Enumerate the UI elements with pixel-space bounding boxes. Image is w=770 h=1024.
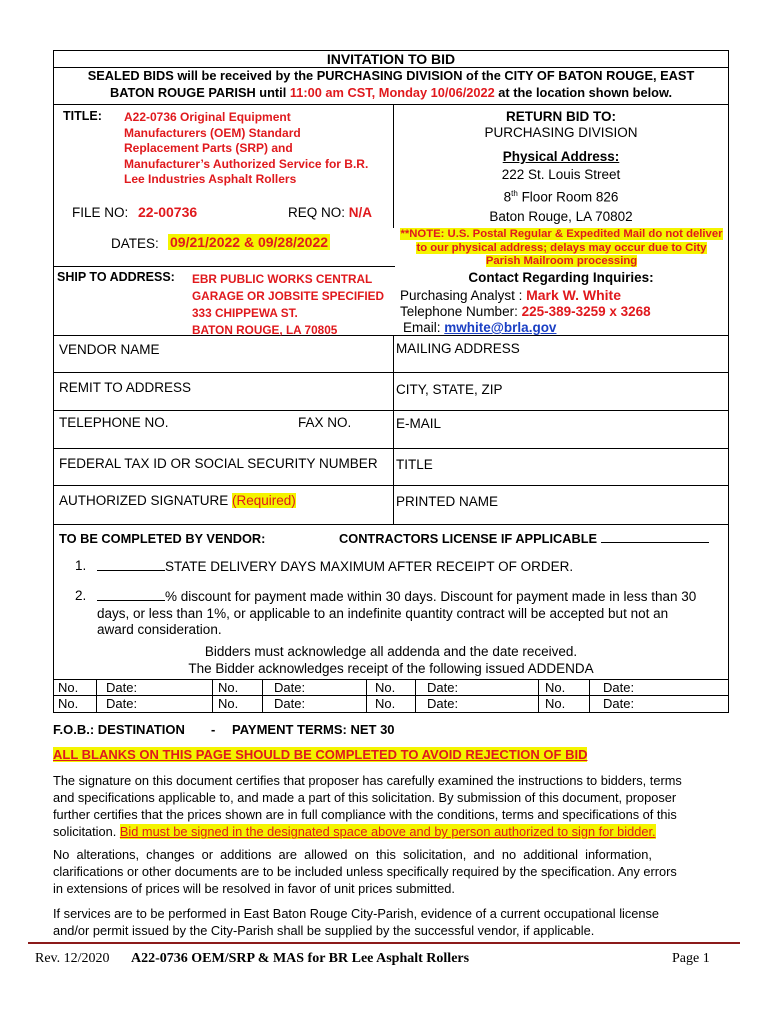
footer-doc-title: A22-0736 OEM/SRP & MAS for BR Lee Asphalt Rollers (131, 951, 470, 966)
footer-rev: Rev. 12/2020 (35, 951, 110, 966)
addenda-no-2a[interactable]: No. (218, 680, 239, 695)
remit-to-field[interactable]: REMIT TO ADDRESS (59, 380, 192, 395)
contact-email: Email: mwhite@brla.gov (403, 320, 557, 335)
mail-note: **NOTE: U.S. Postal Regular & Expedited Mail do not deliver to our physical address; delays may occur due to City Parish Mailroom processing (400, 228, 723, 268)
fields-rule-5 (53, 485, 729, 486)
discount-blank[interactable] (97, 588, 165, 601)
street-address: 222 St. Louis Street (501, 167, 621, 182)
city-state: Baton Rouge, LA 70802 (489, 208, 633, 224)
addenda-date-2a[interactable]: Date: (274, 680, 306, 695)
return-bid-heading: RETURN BID TO: (506, 109, 616, 124)
bid-dates: 09/21/2022 & 09/28/2022 (170, 234, 329, 250)
fields-rule-4 (53, 448, 729, 449)
signature-field[interactable]: AUTHORIZED SIGNATURE (Required) (59, 493, 296, 508)
header-rule (53, 104, 729, 105)
req-no: REQ NO: N/A (288, 205, 373, 220)
signature-requirement: Bid must be signed in the designated space above and by person authorized to sign for bidder. (119, 824, 656, 839)
addenda-no-1a[interactable]: No. (58, 680, 79, 695)
certification-paragraph: The signature on this document certifies that proposer has carefully examined the instructions to bidders, terms and specifications applicable to, and made a part of this solicitation. By submission of this document, proposer further certifies that the prices shown are in full compliance with the conditions, terms and specifications of this solicitation. Bid must be signed in the designated space above and by person authorized to sign for bidder. (53, 773, 682, 839)
addenda-no-4b[interactable]: No. (545, 696, 566, 711)
terms-dash: - (211, 722, 216, 737)
tax-id-field[interactable]: FEDERAL TAX ID OR SOCIAL SECURITY NUMBER (59, 456, 378, 471)
rejection-warning: ALL BLANKS ON THIS PAGE SHOULD BE COMPLETED TO AVOID REJECTION OF BID (53, 747, 588, 762)
frame-left (53, 50, 54, 713)
required-tag: (Required) (232, 493, 296, 508)
bid-title: A22-0736 Original Equipment Manufacturers (OEM) Standard Replacement Parts (SRP) and Manufacturer’s Authorized Service for B.R. Lee Industries Asphalt Rollers (124, 110, 369, 187)
physical-address-label: Physical Address: (502, 149, 620, 164)
delivery-days-blank[interactable] (97, 558, 165, 571)
fax-field[interactable]: FAX NO. (298, 415, 352, 430)
file-no-label: FILE NO: (72, 205, 129, 220)
dates-label: DATES: (111, 236, 159, 251)
file-no-value: 22-00736 (138, 204, 198, 220)
addenda-col-4 (366, 679, 367, 712)
deadline-date: Monday 10/06/2022 (378, 85, 495, 100)
fields-rule-3 (53, 410, 729, 411)
email-link[interactable]: mwhite@brla.gov (444, 320, 557, 335)
item-1: STATE DELIVERY DAYS MAXIMUM AFTER RECEIPT OF ORDER. (97, 558, 573, 574)
purchasing-analyst: Purchasing Analyst : Mark W. White (400, 287, 621, 303)
addenda-no-2b[interactable]: No. (218, 696, 239, 711)
item-2: % discount for payment made within 30 days. Discount for payment made in less than 30 days, or less than 1%, or applicable to an indefinite quantity contract will be accepted but not an award consideration. (97, 589, 697, 638)
addenda-no-3a[interactable]: No. (375, 680, 396, 695)
vendor-section-heading: TO BE COMPLETED BY VENDOR: (59, 531, 266, 546)
floor-room: 8th Floor Room 826 (503, 189, 619, 205)
contractors-license: CONTRACTORS LICENSE IF APPLICABLE (339, 531, 709, 546)
printed-name-field[interactable]: PRINTED NAME (396, 494, 499, 509)
mailing-address-field[interactable]: MAILING ADDRESS (396, 341, 520, 356)
addenda-date-3b[interactable]: Date: (427, 696, 459, 711)
contact-heading: Contact Regarding Inquiries: (468, 270, 654, 285)
addenda-no-4a[interactable]: No. (545, 680, 566, 695)
addenda-col-1 (96, 679, 97, 712)
addenda-rule-bottom (53, 712, 729, 713)
shipto-rule (53, 266, 395, 267)
telephone-field[interactable]: TELEPHONE NO. (59, 415, 169, 430)
document-title: INVITATION TO BID (326, 51, 456, 67)
fields-rule-6 (53, 524, 729, 525)
addenda-col-5 (415, 679, 416, 712)
deadline-time: 11:00 am CST, (289, 85, 376, 100)
addenda-date-4a[interactable]: Date: (603, 680, 635, 695)
addenda-date-3a[interactable]: Date: (427, 680, 459, 695)
addenda-note-2: The Bidder acknowledges receipt of the following issued ADDENDA (188, 661, 594, 676)
addenda-date-4b[interactable]: Date: (603, 696, 635, 711)
ship-to-label: SHIP TO ADDRESS: (57, 270, 175, 284)
frame-right (728, 50, 729, 713)
addenda-date-1b[interactable]: Date: (106, 696, 138, 711)
fob-destination: F.O.B.: DESTINATION (53, 722, 185, 737)
addenda-col-3 (262, 679, 263, 712)
sealed-bids-line-2: BATON ROUGE PARISH until 11:00 am CST, Monday 10/06/2022 at the location shown below. (109, 85, 673, 100)
addenda-date-2b[interactable]: Date: (274, 696, 306, 711)
city-state-zip-field[interactable]: CITY, STATE, ZIP (396, 382, 503, 397)
sealed-bids-line-1: SEALED BIDS will be received by the PURCHASING DIVISION of the CITY OF BATON ROUGE, EAST (87, 68, 695, 83)
addenda-col-6 (538, 679, 539, 712)
footer-page: Page 1 (672, 951, 710, 966)
footer-rule (28, 942, 740, 944)
addenda-no-1b[interactable]: No. (58, 696, 79, 711)
vendor-name-field[interactable]: VENDOR NAME (59, 342, 160, 357)
fields-rule-1 (53, 335, 729, 336)
alterations-paragraph: No alterations, changes or additions are allowed on this solicitation, and no additional information, clarifications or other documents are to be included unless specifically required by the specification. Any errors in extensions of prices will be resolved in favor of unit prices submitted. (53, 847, 677, 896)
fields-rule-2 (53, 372, 729, 373)
services-paragraph: If services are to be performed in East Baton Rouge City-Parish, evidence of a current occupational license and/or permit issued by the City-Parish shall be supplied by the successful vendor, if applicable. (53, 906, 660, 938)
ship-to-address: EBR PUBLIC WORKS CENTRAL GARAGE OR JOBSITE SPECIFIED 333 CHIPPEWA ST. BATON ROUGE, LA 70805 (192, 272, 385, 337)
return-bid-block (394, 109, 728, 225)
item-1-number: 1. (75, 558, 87, 573)
addenda-col-7 (589, 679, 590, 712)
addenda-no-3b[interactable]: No. (375, 696, 396, 711)
item-2-number: 2. (75, 588, 87, 603)
contractors-license-blank[interactable] (601, 531, 709, 543)
email-field[interactable]: E-MAIL (396, 416, 442, 431)
title-label: TITLE: (63, 109, 102, 123)
telephone-number: Telephone Number: 225-389-3259 x 3268 (400, 304, 651, 319)
title-field[interactable]: TITLE (396, 457, 433, 472)
purchasing-division: PURCHASING DIVISION (484, 125, 638, 140)
addenda-note-1: Bidders must acknowledge all addenda and the date received. (204, 644, 578, 659)
addenda-date-1a[interactable]: Date: (106, 680, 138, 695)
addenda-col-2 (212, 679, 213, 712)
fields-divider (393, 335, 394, 525)
payment-terms: PAYMENT TERMS: NET 30 (232, 722, 395, 737)
